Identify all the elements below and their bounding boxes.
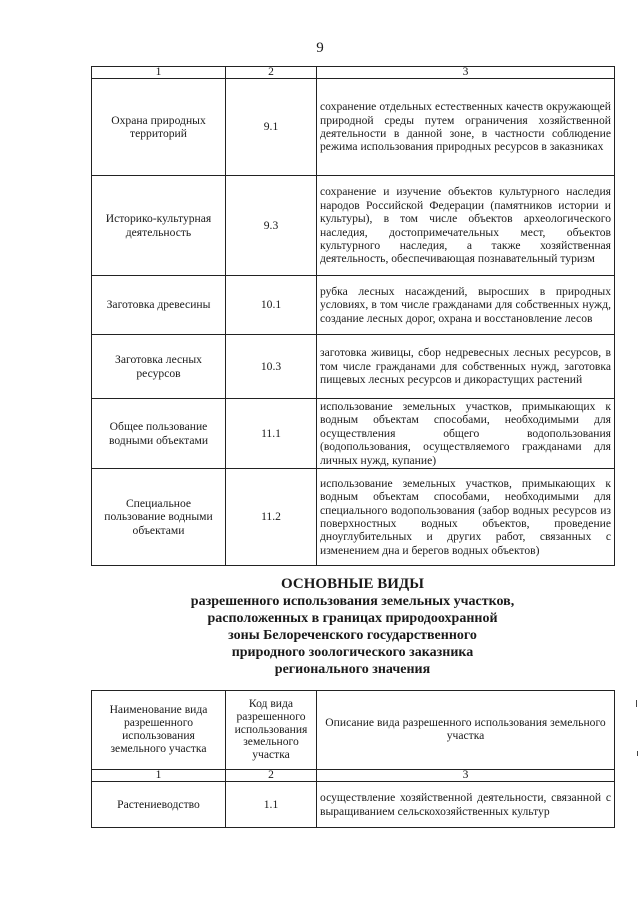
table-row bbox=[92, 335, 615, 399]
use-description-cell: использование земельных участков, примыкающих к водным объектам способами, необходимыми для специального водопользования (забор водных ресурсов из поверхностных водных объектов, проведение дноуглубительных и других работ, связанных с изменением дна и берегов водных объектов) bbox=[317, 469, 615, 566]
header-cell: 2 bbox=[226, 770, 317, 782]
header-cell: 1 bbox=[92, 770, 226, 782]
table-row bbox=[92, 399, 615, 469]
use-description-cell: сохранение и изучение объектов культурного наследия народов Российской Федерации (памятников истории и культуры), в том числе объектов археологического наследия, достопримечательных мест, объектов культурного наследия, а также хозяйственная деятельность, обеспечивающая познавательный туризм bbox=[317, 176, 615, 276]
heading-title: ОСНОВНЫЕ ВИДЫ bbox=[281, 576, 424, 592]
table-row bbox=[92, 79, 615, 176]
use-description-cell: заготовка живицы, сбор недревесных лесных ресурсов, в том числе гражданами для собственных нужд, заготовка пищевых лесных ресурсов и дикорастущих растений bbox=[317, 335, 615, 399]
heading-line: регионального значения bbox=[274, 662, 431, 677]
scan-mark bbox=[637, 751, 638, 756]
use-name-cell: Общее пользование водными объектами bbox=[92, 399, 226, 469]
use-name-cell: Историко-культурная деятельность bbox=[92, 176, 226, 276]
use-code-cell: 11.2 bbox=[226, 469, 317, 566]
use-code-cell: 1.1 bbox=[226, 782, 317, 828]
land-use-table-1 bbox=[91, 66, 615, 566]
use-name-cell: Специальное пользование водными объектами bbox=[92, 469, 226, 566]
use-description-cell: осуществление хозяйственной деятельности, связанной с выращиванием сельскохозяйственных культур bbox=[317, 782, 615, 828]
use-description-cell: рубка лесных насаждений, выросших в природных условиях, в том числе гражданами для собственных нужд, создание лесных дорог, охрана и восстановление лесов bbox=[317, 276, 615, 335]
use-name-cell: Заготовка лесных ресурсов bbox=[92, 335, 226, 399]
column-header-row bbox=[92, 691, 615, 770]
section-heading bbox=[91, 576, 614, 678]
heading-line: зоны Белореченского государственного bbox=[228, 628, 477, 643]
page-number: 9 bbox=[316, 40, 324, 56]
table-row bbox=[92, 469, 615, 566]
table-header-row bbox=[92, 770, 615, 782]
heading-line: разрешенного использования земельных участков, bbox=[190, 594, 515, 609]
use-name-cell: Растениеводство bbox=[92, 782, 226, 828]
use-code-cell: 10.1 bbox=[226, 276, 317, 335]
use-description-cell: сохранение отдельных естественных качеств окружающей природной среды путем ограничения хозяйственной деятельности в данной зоне, в частности соблюдение режима использования природных ресурсов в заказниках bbox=[317, 79, 615, 176]
use-code-cell: 9.3 bbox=[226, 176, 317, 276]
use-name-cell: Охрана природных территорий bbox=[92, 79, 226, 176]
use-name-cell: Заготовка древесины bbox=[92, 276, 226, 335]
table-row bbox=[92, 276, 615, 335]
heading-line: природного зоологического заказника bbox=[231, 645, 474, 660]
header-cell: 1 bbox=[92, 67, 226, 79]
use-code-cell: 10.3 bbox=[226, 335, 317, 399]
header-cell: 3 bbox=[317, 67, 615, 79]
land-use-table-2 bbox=[91, 690, 615, 828]
use-code-cell: 9.1 bbox=[226, 79, 317, 176]
heading-line: расположенных в границах природоохранной bbox=[207, 611, 498, 626]
column-header-name: Наименование вида разрешенного использования земельного участка bbox=[92, 691, 226, 770]
column-header-description: Описание вида разрешенного использования земельного участка bbox=[317, 691, 615, 770]
scan-mark bbox=[636, 700, 637, 707]
table-header-row bbox=[92, 67, 615, 79]
column-header-code: Код вида разрешенного использования земельного участка bbox=[226, 691, 317, 770]
use-code-cell: 11.1 bbox=[226, 399, 317, 469]
table-row bbox=[92, 176, 615, 276]
use-description-cell: использование земельных участков, примыкающих к водным объектам способами, необходимыми для осуществления общего водопользования (водопользования, осуществляемого гражданами для личных нужд, купание) bbox=[317, 399, 615, 469]
table-row bbox=[92, 782, 615, 828]
header-cell: 2 bbox=[226, 67, 317, 79]
header-cell: 3 bbox=[317, 770, 615, 782]
